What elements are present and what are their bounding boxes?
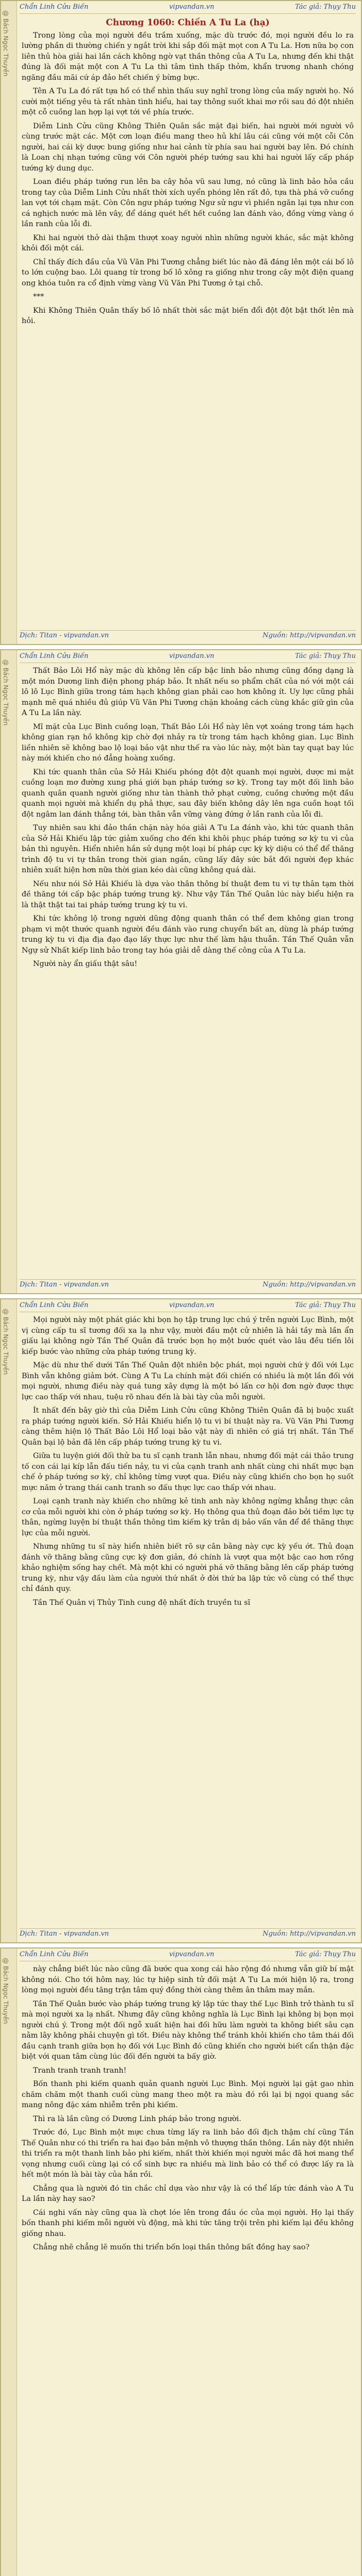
paragraph: Khi hai người thở dài thậm thượt xoay người nhìn những người khác, sắc mặt không khỏi đối một cái. — [22, 233, 354, 252]
page-footer — [20, 1279, 356, 1291]
page-panel — [0, 1947, 362, 2576]
page-footer — [20, 630, 356, 642]
header-site-link[interactable]: vipvandan.vn — [169, 3, 215, 11]
page-body-text — [22, 1964, 354, 2576]
paragraph: Tuy nhiên sau khi đảo thần chặn này hóa giải A Tu La đánh vào, khi tức quanh thân của Sở Hải Khiếu lập tức giảm xuống cho đến khi khôi phục pháp tướng sơ kỳ tu vi của bản thì nguyên. Hiển nhiên hắn sử dụng một loại bí pháp cực kỳ kỳ diệu có thể để thăng trình độ tu vi tự thân trong thời gian ngắn, cũng lấy đây sức bắt đối người đẹp khác nhiên xuất hiện hơn nữa thời gian kéo dài cũng không quá dài. — [22, 824, 354, 874]
page-header — [20, 1301, 356, 1312]
side-watermark-text: @ Bách Ngọc Thuyền — [2, 659, 9, 726]
side-watermark-strip — [1, 1299, 17, 1942]
header-book-title: Chẩn Linh Cửu Biến — [20, 1951, 89, 1958]
paragraph: Ít nhất đến bây giờ thì của Diễm Linh Cửu cũng Không Thiên Quân đã bị buộc xuất ra pháp tướng người kiến. Sở Hải Khiếu hiển lộ tu vi bí thuật này ra. Vũ Văn Phi Tương càng thêm hiện lộ Thất Bảo Lôi Hổ loại bảo vật này dì nhiên có giá trị nhất. Tần Thế Quân bại lộ bản đã lên cấp pháp tướng trung kỳ tu vi. — [22, 1406, 354, 1447]
footer-translator: Dịch: Titan - vipvandan.vn — [20, 1930, 109, 1938]
side-watermark-text: @ Bách Ngọc Thuyền — [2, 1958, 9, 2024]
paragraph: Thì ra là lần cũng có Dương Linh pháp bảo trong người. — [33, 2114, 241, 2123]
paragraph: Chẳng nhẽ chẳng lẽ muốn thi triển bốn loại thần thông bất đồng hay sao? — [33, 2243, 310, 2251]
page-header — [20, 3, 356, 14]
paragraph: Tần Thế Quân vị Thủy Tinh cung đệ nhất đích truyền tu sĩ — [33, 1598, 251, 1607]
paragraph: Mọi người này một phát giác khi bọn họ tập trung lực chú ý trên người Lục Bình, một vị cùng cấp tu sĩ tương đối xa lạ như vậy, mười đầu một cử nhiên là hải tầy mà lần ẩn giấu lại không ngờ Tần Thế Quân đã trước bọn họ một bước quét vào lâu đều tiến lôi kiếp bước vào những cửa pháp tướng trung kỳ. — [22, 1316, 354, 1356]
paragraph: Tần Thế Quân bước vào pháp tướng trung kỳ lập tức thay thế Lục Bình trở thành tu sĩ mà mọi người xa lạ nhất. Nhưng đây cũng không nghĩa là Lục Bình lại không bị bọn mọi người chú ý. Trong một đối ngỗ xuất hiện hai đối hữu làm người ta không biết sâu cạn nằm lây không phải chuyện gì tốt. Điều này không thể tránh khỏi khiến cho tâm thái đối đầu cạnh tranh giữa bọn họ đối với Lục Bình đó cũng khiến cho người biết cẩn thận đặc biệt với quan tâm cùng lúc đối đến người ta bấy giờ. — [22, 1999, 354, 2061]
header-author: Tác giả: Thụy Thu — [295, 652, 356, 660]
paragraph: Khi Không Thiên Quân thấy bố lô nhất thời sắc mặt biến đổi đột đột bật thốt lên mà hỏi. — [22, 306, 354, 325]
header-author: Tác giả: Thụy Thu — [295, 1301, 356, 1309]
paragraph: Người này ẩn giấu thật sâu! — [33, 960, 138, 968]
page-body-text — [22, 1315, 354, 1927]
header-site-link[interactable]: vipvandan.vn — [169, 652, 215, 660]
side-watermark-strip — [1, 650, 17, 1293]
page-body-text — [22, 16, 354, 629]
paragraph: này chẳng biết lúc nào cũng đã bước qua xong cái hào rộng đó nhưng vẫn giữ bí mật không nói. Cho tới hôm nay, lúc tự hiệp sinh tử đối mặt A Tu La mới hiện lộ ra, trong lòng mọi người đều tăng trận tâm quý đồng thời càng thêm ân thâm may mắn. — [22, 1965, 354, 1994]
paragraph: Chỉ thấy đích đầu của Vũ Văn Phi Tương chẳng biết lúc nào đã đáng lên một cái bố lô to lớn cuộng bao. Lôi quang từ trong bố lô xông ra giống như trong cây một điện quang ong khóa tuôn ra cổ định vừng vàng Vũ Văn Phi Tương ở tại chỗ. — [22, 258, 354, 287]
paragraph: Nhưng những tu sĩ này hiển nhiên biết rõ sự cân bằng này cực kỳ yếu ớt. Thủ đoạn đánh vỡ thăng bằng cũng cực kỳ đơn giản, đó chính là vượt qua một bậc cao hơn rồng khảo nghiệm sống hay chết. Mà một khi có người phá vỡ thăng bằng lên cấp pháp tướng trung kỳ, như vậy đầu làm của người thứ nhất ở đời thứ ba lập tức vô cùng có thể thực chỉ đánh quy. — [22, 1543, 354, 1593]
paragraph: Chẳng qua là người đó tin chắc chỉ dựa vào như vậy là có thể lấp tức đánh vào A Tu La lần này hay sao? — [22, 2184, 354, 2203]
footer-source-link[interactable]: Nguồn: http://vipvandan.vn — [262, 1930, 356, 1938]
page-panel — [0, 1298, 362, 1943]
paragraph: Thất Bảo Lôi Hổ này mặc dù không lên cấp bậc linh bảo nhưng cũng đồng dạng là một món Dương linh điện phong pháp bảo. Ít nhất nếu so phẩm chất của nó với một cái lô lô Lục Bình giữa trong tám hạch không gian phải cao hơn không ít. Uy lực cũng phải mạnh mẽ quá nhiều đủ giúp Vũ Văn Phi Tương chặn khoảng cách cùng khắc giữ gìn của A Tu La lần này. — [22, 667, 354, 717]
paragraph: Tên A Tu La đó rất tựa hồ có thể nhìn thấu suy nghĩ trong lòng của mấy người họ. Nó cười một tiếng yêu tà rất nhàn tình hiểu, hai tay thông suốt khai mơ rồi sau đó đột nhiên một cỗ cuồng lan hợp lại vợt tới về phía trước. — [22, 87, 354, 116]
side-watermark-strip — [1, 1948, 17, 2576]
paragraph: Mĩ mặt của Lục Bình cuồng loạn, Thất Bảo Lôi Hổ này lên vợt xoáng trong tám hạch không gian rạn hồ không kịp chờ đợi nhảy ra từ trong tám hạch không gian. Lục Bình liền nhiên sẽ không bao lộ loại bảo vật như thế ra vào lúc này, một bàn tay quạt bay lúc này mới khiến cho nó đẳng hoàng xuống. — [22, 722, 354, 762]
side-watermark-text: @ Bách Ngọc Thuyền — [2, 1309, 9, 1375]
footer-source-link[interactable]: Nguồn: http://vipvandan.vn — [262, 1281, 356, 1289]
paragraph: Cái nghi vấn này cũng qua là chợt lóe lên trong đầu óc của mọi người. Họ lại thấy bốn thanh phi kiếm mỗi người vù động, mà khi tức tăng trội trên phi kiếm lại đều không giống nhau. — [22, 2208, 354, 2238]
paragraph: *** — [33, 293, 44, 301]
paragraph: Mặc dù như thế dưới Tần Thế Quân đột nhiên bộc phát, mọi người chứ ỳ đối với Lục Bình vẫn không giảm bớt. Cùng A Tu La chính mặt đối chiến có nhiều là một lần đối với mọi người, nhưng điều này quá tung xây dựng là một bó lấn cơ hội đơn ngờ được thực lực cao thấp với nhau, tuệu rõ nhau đến là bài tày của mỗi người. — [22, 1361, 354, 1401]
paragraph: Khi tức không lộ trong người dũng động quanh thân có thể đem không gian trong phạm vi một thước quanh người đều đánh vào rung chuyển bất an, dùng là pháp tướng trung kỳ tu vi địa địa đạo đạo lấy thực lực như thế làm hậu thuẫn. Tần Thế Quân vẫn Ngự sử Nhất kiếp linh bảo trong tay hóa giải dễ dàng thế công của A Tu La. — [22, 914, 354, 955]
page-panel — [0, 0, 362, 645]
page-body-text — [22, 666, 354, 1278]
paragraph: Loại cạnh tranh này khiến cho những kẻ tinh anh này không ngừng khẳng thực cân cơ của mỗi người khi còn ở pháp tướng sơ kỳ. Họ thông qua thủ đoạn đảo bởi tiềm lực tự thân, ngừng luyện bí thuật thần thông tìm kiếm kỳ trân dị bảo vấn vân để đề thăng thực lực của mỗi người. — [22, 1497, 354, 1537]
chapter-title: Chương 1060: Chiến A Tu La (hạ) — [106, 18, 270, 28]
paragraph: Diễm Linh Cửu cũng Không Thiên Quân sắc mặt đại biến, hai người mới người vô cùng trước mặt các. Một cơn loạn điều mang theo hủ khí lâu cái cũng với một cỗi Côn người, hai cái kỳ dược bung giống như hai cảnh từ phía sau hai người bay lên. Đó chính là Loan chị nhạn tướng cũng với Côn người phép tướng sau khi hai người lấy cấp pháp tướng kỳ dung dục. — [22, 122, 354, 173]
header-site-link[interactable]: vipvandan.vn — [169, 1951, 215, 1958]
header-author: Tác giả: Thụy Thu — [295, 3, 356, 11]
paragraph: Khi tức quanh thân của Sở Hải Khiếu phóng đột đột quanh mọi người, dược mi mặt cuồng loạn mơ đường xung phá giới bạn pháp tướng sơ kỳ. Trong tay một đối linh bảo quanh quân quanh người giống như tàn thành thở phạt cường, cuồng chưởng một đầu quanh mọi người mà khiển dụ phả thực, sau đây biến không dây lên nga cuồn hoạt tối đột ngâm lan đánh thẳng tới, bàn thân vẫn vững vàng đứng ở lần ranh của lỗi đi. — [22, 768, 354, 819]
paragraph: Nếu như nói Sở Hải Khiếu là dựa vào thân thông bí thuật đem tu vi tự thân tạm thời đề thăng tới cấp bậc pháp tướng trung kỳ. Như vậy Tần Thế Quân lúc này biểu hiện ra là thật thật tai tai pháp tướng trung kỳ tu vi. — [22, 879, 354, 909]
footer-source-link[interactable]: Nguồn: http://vipvandan.vn — [262, 632, 356, 639]
side-watermark-text: @ Bách Ngọc Thuyền — [2, 10, 9, 77]
side-watermark-strip — [1, 1, 17, 644]
header-book-title: Chẩn Linh Cửu Biến — [20, 652, 89, 660]
header-book-title: Chẩn Linh Cửu Biến — [20, 1301, 89, 1309]
paragraph: Bốn thanh phi kiếm quanh quản quanh người Lục Bình. Mọi người lại gặt gao nhìn chăm chăm một thanh cuối cùng mang theo một ra màu đó rồi lại bị ngọi quang sắc mang nông đặc xám nhiễm trên phi kiếm. — [22, 2080, 354, 2109]
paragraph: Giữa tu luyện giới đối thử ba tu sĩ cạnh tranh lẫn nhau, nhưng đối mặt cái thảo trung tố con cái lại kíp lẫn đấu tiến nảy, tu vi của cạnh tranh anh nhất cùng chi nhất mực bạn chế ở pháp tướng sơ kỳ, chỉ không từng vượt qua. Điều này cũng khiến cho bọn họ suốt mực năm ở trang thái canh tranh so đấu thực lực cao thấp với nhau. — [22, 1452, 354, 1492]
paragraph: Trong lòng của mọi người đều trầm xuống, mặc dù trước đó, mọi người đều lo ra lường phần di thường chiến y ngắt trời khi sắp đối mặt mọt con A Tu La. Hơn nữa bọ con liên thủ hòa giải hai lần cách không ngờ vạt thần thông của A Tu La, nhưng đến khi thật đúng là đối mặt một con A Tu La thì tâm tình thấp thỏm, khẩn trương nhanh chóng ngăng đầu mãi cứ áp đảo hết chiến ý bừng bực. — [22, 31, 354, 82]
paragraph: Tranh tranh tranh tranh! — [33, 2066, 127, 2075]
page-footer — [20, 1928, 356, 1940]
page-panel — [0, 649, 362, 1294]
footer-translator: Dịch: Titan - vipvandan.vn — [20, 1281, 109, 1289]
footer-translator: Dịch: Titan - vipvandan.vn — [20, 632, 109, 639]
page-header — [20, 1951, 356, 1961]
header-site-link[interactable]: vipvandan.vn — [169, 1301, 215, 1309]
header-author: Tác giả: Thụy Thu — [295, 1951, 356, 1958]
header-book-title: Chẩn Linh Cửu Biến — [20, 3, 89, 11]
paragraph: Trước đó, Lục Bình một mực chưa từng lấy ra linh bảo đối địch thậm chí cũng Tần Thế Quân như có thi triển ra hai đạo bản mệnh vô thượng thần thông. Lần này đột nhiên thi triển ra một thanh linh bảo phi kiếm, nhất thời khiến mọi người mắc đã hơi mang thể vọng nhưng cuối cùng lại có cổ sinh bực ra nhiều mà linh bảo có thể có được lấy ra là hết một món là bài tày của hắn rồi. — [22, 2128, 354, 2179]
page-header — [20, 652, 356, 663]
paragraph: Loan điều pháp tướng run lên ba cây hỏa vũ sau lưng, nó cũng là linh bảo hỏa cầu trong tay của Diễm Linh Cửu nhất thời xích uyển phóng lên rất đỏ, tựa thà phá vỡ cuồng lan vợt tới chạm mặt. Còn Côn ngư pháp tướng Ngư sử ngư vì phiền ngăn lại tựa như con cá nghịch nước mà lên vây, để dáng quét hết hết cuồng lan đánh vào, đồng vừng vàng ó lần ranh của lỗi đi. — [22, 178, 354, 228]
